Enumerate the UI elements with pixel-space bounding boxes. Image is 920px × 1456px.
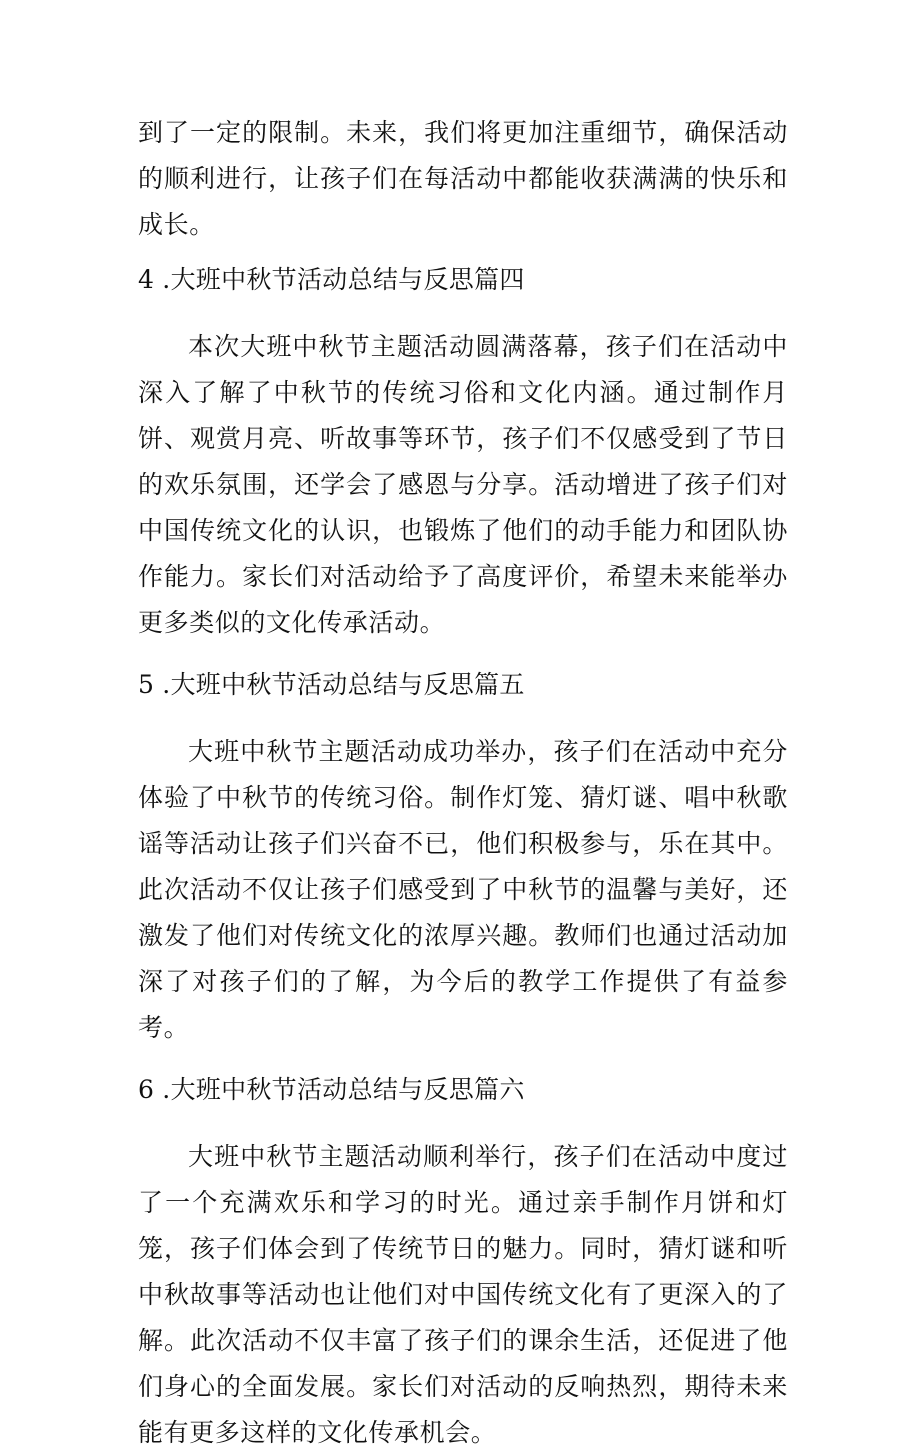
section-body-6: 大班中秋节主题活动顺利举行，孩子们在活动中度过了一个充满欢乐和学习的时光。通过亲手制作月饼和灯笼，孩子们体会到了传统节日的魅力。同时，猜灯谜和听中秋故事等活动也让他们对中国传统文化有了更深入的了解。此次活动不仅丰富了孩子们的课余生活，还促进了他们身心的全面发展。家长们对活动的反响热烈，期待未来能有更多这样的文化传承机会。 xyxy=(138,1142,788,1447)
section-title: .大班中秋节活动总结与反思篇五 xyxy=(162,670,525,699)
spacer xyxy=(138,646,788,662)
section-title: .大班中秋节活动总结与反思篇六 xyxy=(162,1075,525,1104)
section-number: 4 xyxy=(138,265,155,294)
section-body-5: 大班中秋节主题活动成功举办，孩子们在活动中充分体验了中秋节的传统习俗。制作灯笼、猜灯谜、唱中秋歌谣等活动让孩子们兴奋不已，他们积极参与，乐在其中。此次活动不仅让孩子们感受到了中秋节的温馨与美好，还激发了他们对传统文化的浓厚兴趣。教师们也通过活动加深了对孩子们的了解，为今后的教学工作提供了有益参考。 xyxy=(138,737,788,1042)
section-number: 6 xyxy=(138,1075,155,1104)
document-content xyxy=(138,110,788,1456)
section-heading-5 xyxy=(138,662,788,708)
section-heading-4 xyxy=(138,257,788,303)
intro-paragraph: 到了一定的限制。未来，我们将更加注重细节，确保活动的顺利进行，让孩子们在每活动中都能收获满满的快乐和成长。 xyxy=(138,118,788,239)
section-body-4: 本次大班中秋节主题活动圆满落幕，孩子们在活动中深入了解了中秋节的传统习俗和文化内涵。通过制作月饼、观赏月亮、听故事等环节，孩子们不仅感受到了节日的欢乐氛围，还学会了感恩与分享。活动增进了孩子们对中国传统文化的认识，也锻炼了他们的动手能力和团队协作能力。家长们对活动给予了高度评价，希望未来能举办更多类似的文化传承活动。 xyxy=(138,332,788,637)
spacer xyxy=(138,248,788,257)
section-number: 5 xyxy=(138,670,155,699)
section-heading-6 xyxy=(138,1067,788,1113)
section-title: .大班中秋节活动总结与反思篇四 xyxy=(162,265,525,294)
spacer xyxy=(138,1051,788,1067)
